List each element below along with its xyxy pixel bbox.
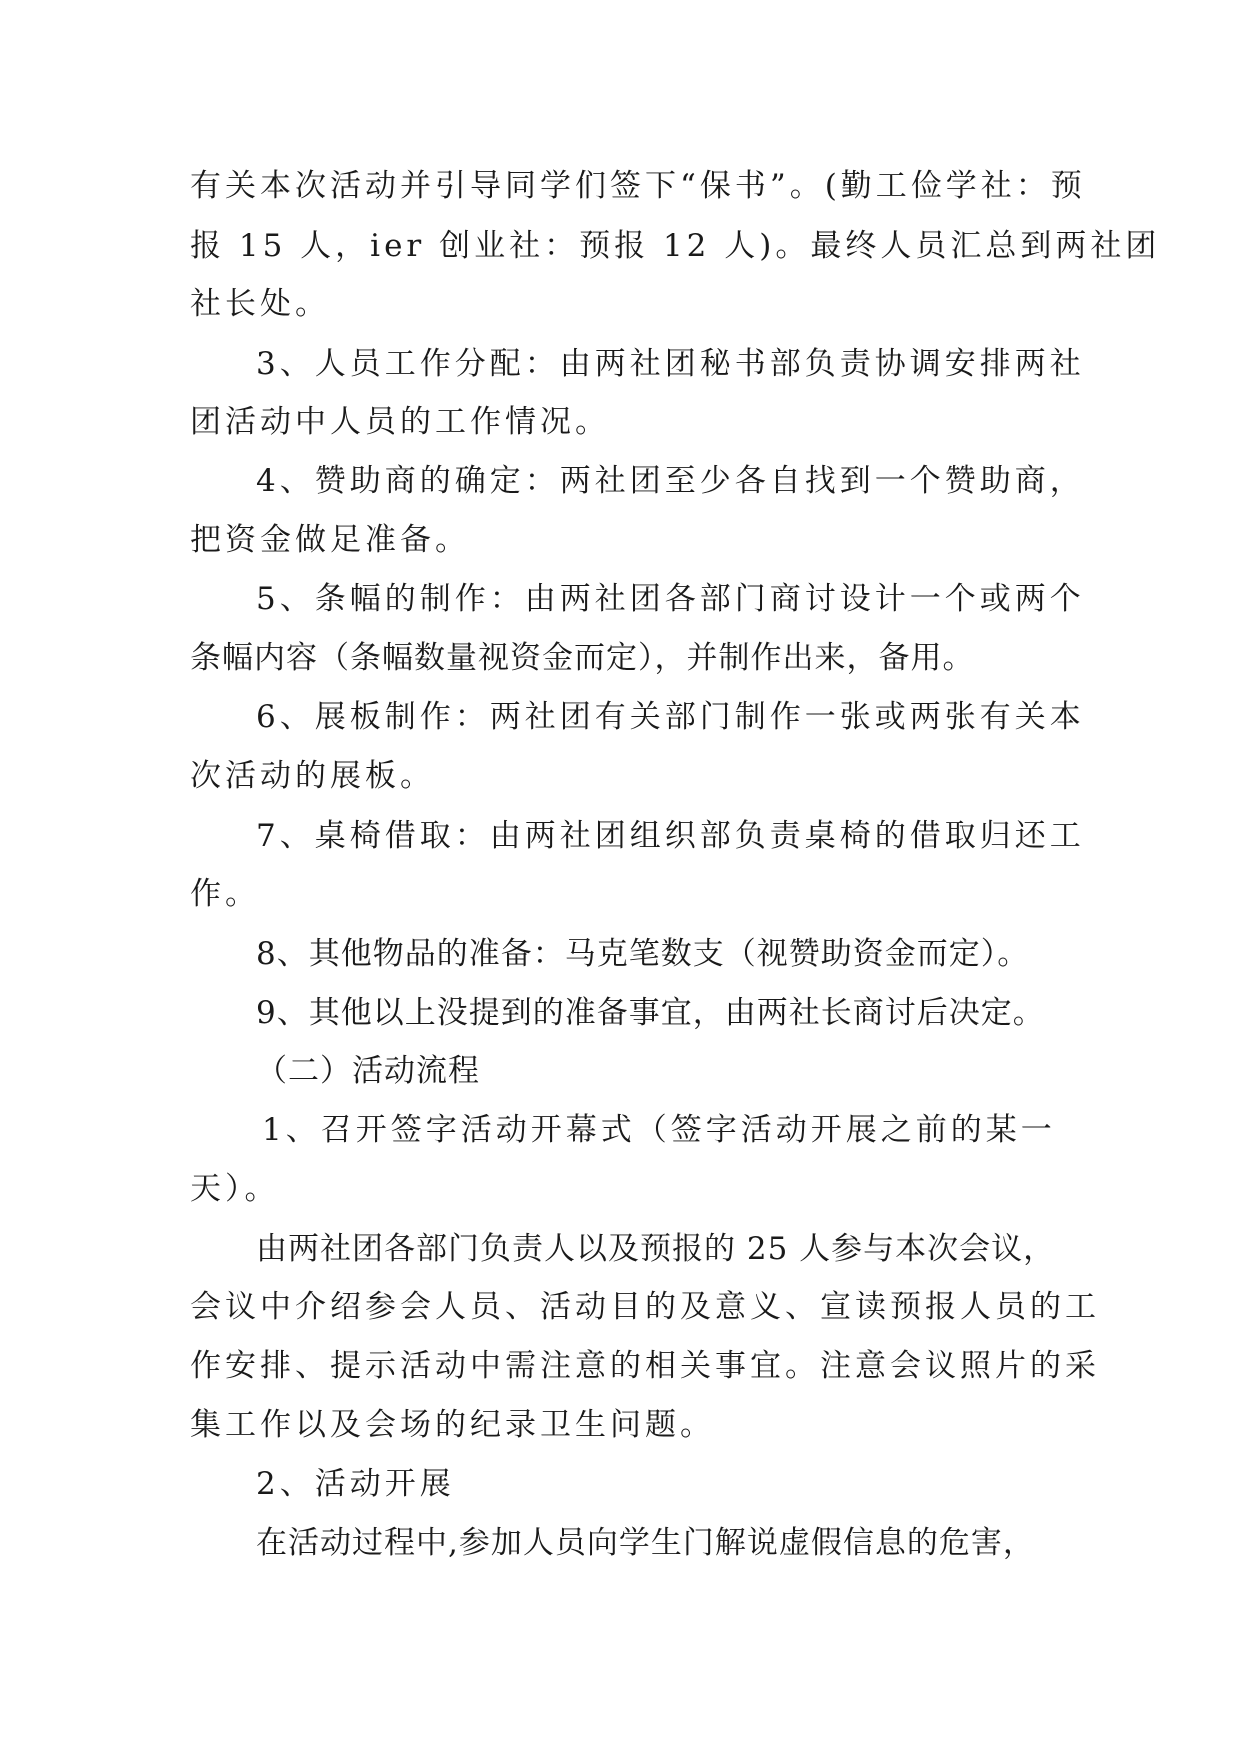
text-line: 5、条幅的制作：由两社团各部门商讨设计一个或两个 — [256, 581, 1085, 617]
text-line: 8、其他物品的准备：马克笔数支（视赞助资金而定）。 — [256, 936, 1030, 972]
text-line: 条幅内容（条幅数量视资金而定），并制作出来，备用。 — [190, 640, 975, 676]
text-line: 把资金做足准备。 — [190, 522, 470, 558]
text-line: 由两社团各部门负责人以及预报的 25 人参与本次会议， — [256, 1231, 1056, 1267]
text-line: 次活动的展板。 — [190, 758, 435, 794]
text-line: 作。 — [190, 876, 260, 912]
text-line: 作安排、提示活动中需注意的相关事宜。注意会议照片的采 — [190, 1348, 1100, 1384]
text-line: 4、赞助商的确定：两社团至少各自找到一个赞助商， — [256, 463, 1085, 499]
text-line: 6、展板制作：两社团有关部门制作一张或两张有关本 — [256, 699, 1085, 735]
section-heading: （二）活动流程 — [256, 1053, 480, 1089]
text-line: 天）。 — [190, 1171, 280, 1207]
text-line: 1、召开签字活动开幕式（签字活动开展之前的某一 — [262, 1112, 1056, 1148]
text-line: 2、活动开展 — [256, 1466, 455, 1502]
text-line: 集工作以及会场的纪录卫生问题。 — [190, 1407, 715, 1443]
text-line: 有关本次活动并引导同学们签下“保书”。(勤工俭学社：预 — [190, 168, 1086, 204]
text-line: 社长处。 — [190, 286, 330, 322]
text-line: 7、桌椅借取：由两社团组织部负责桌椅的借取归还工 — [256, 818, 1085, 854]
text-line: 9、其他以上没提到的准备事宜，由两社长商讨后决定。 — [256, 995, 1045, 1031]
text-line: 团活动中人员的工作情况。 — [190, 404, 610, 440]
text-line: 会议中介绍参会人员、活动目的及意义、宣读预报人员的工 — [190, 1289, 1100, 1325]
text-line: 3、人员工作分配：由两社团秘书部负责协调安排两社 — [256, 346, 1085, 382]
text-line: 报 15 人，ier 创业社：预报 12 人)。最终人员汇总到两社团 — [190, 228, 1161, 264]
text-line: 在活动过程中,参加人员向学生门解说虚假信息的危害， — [256, 1525, 1035, 1561]
